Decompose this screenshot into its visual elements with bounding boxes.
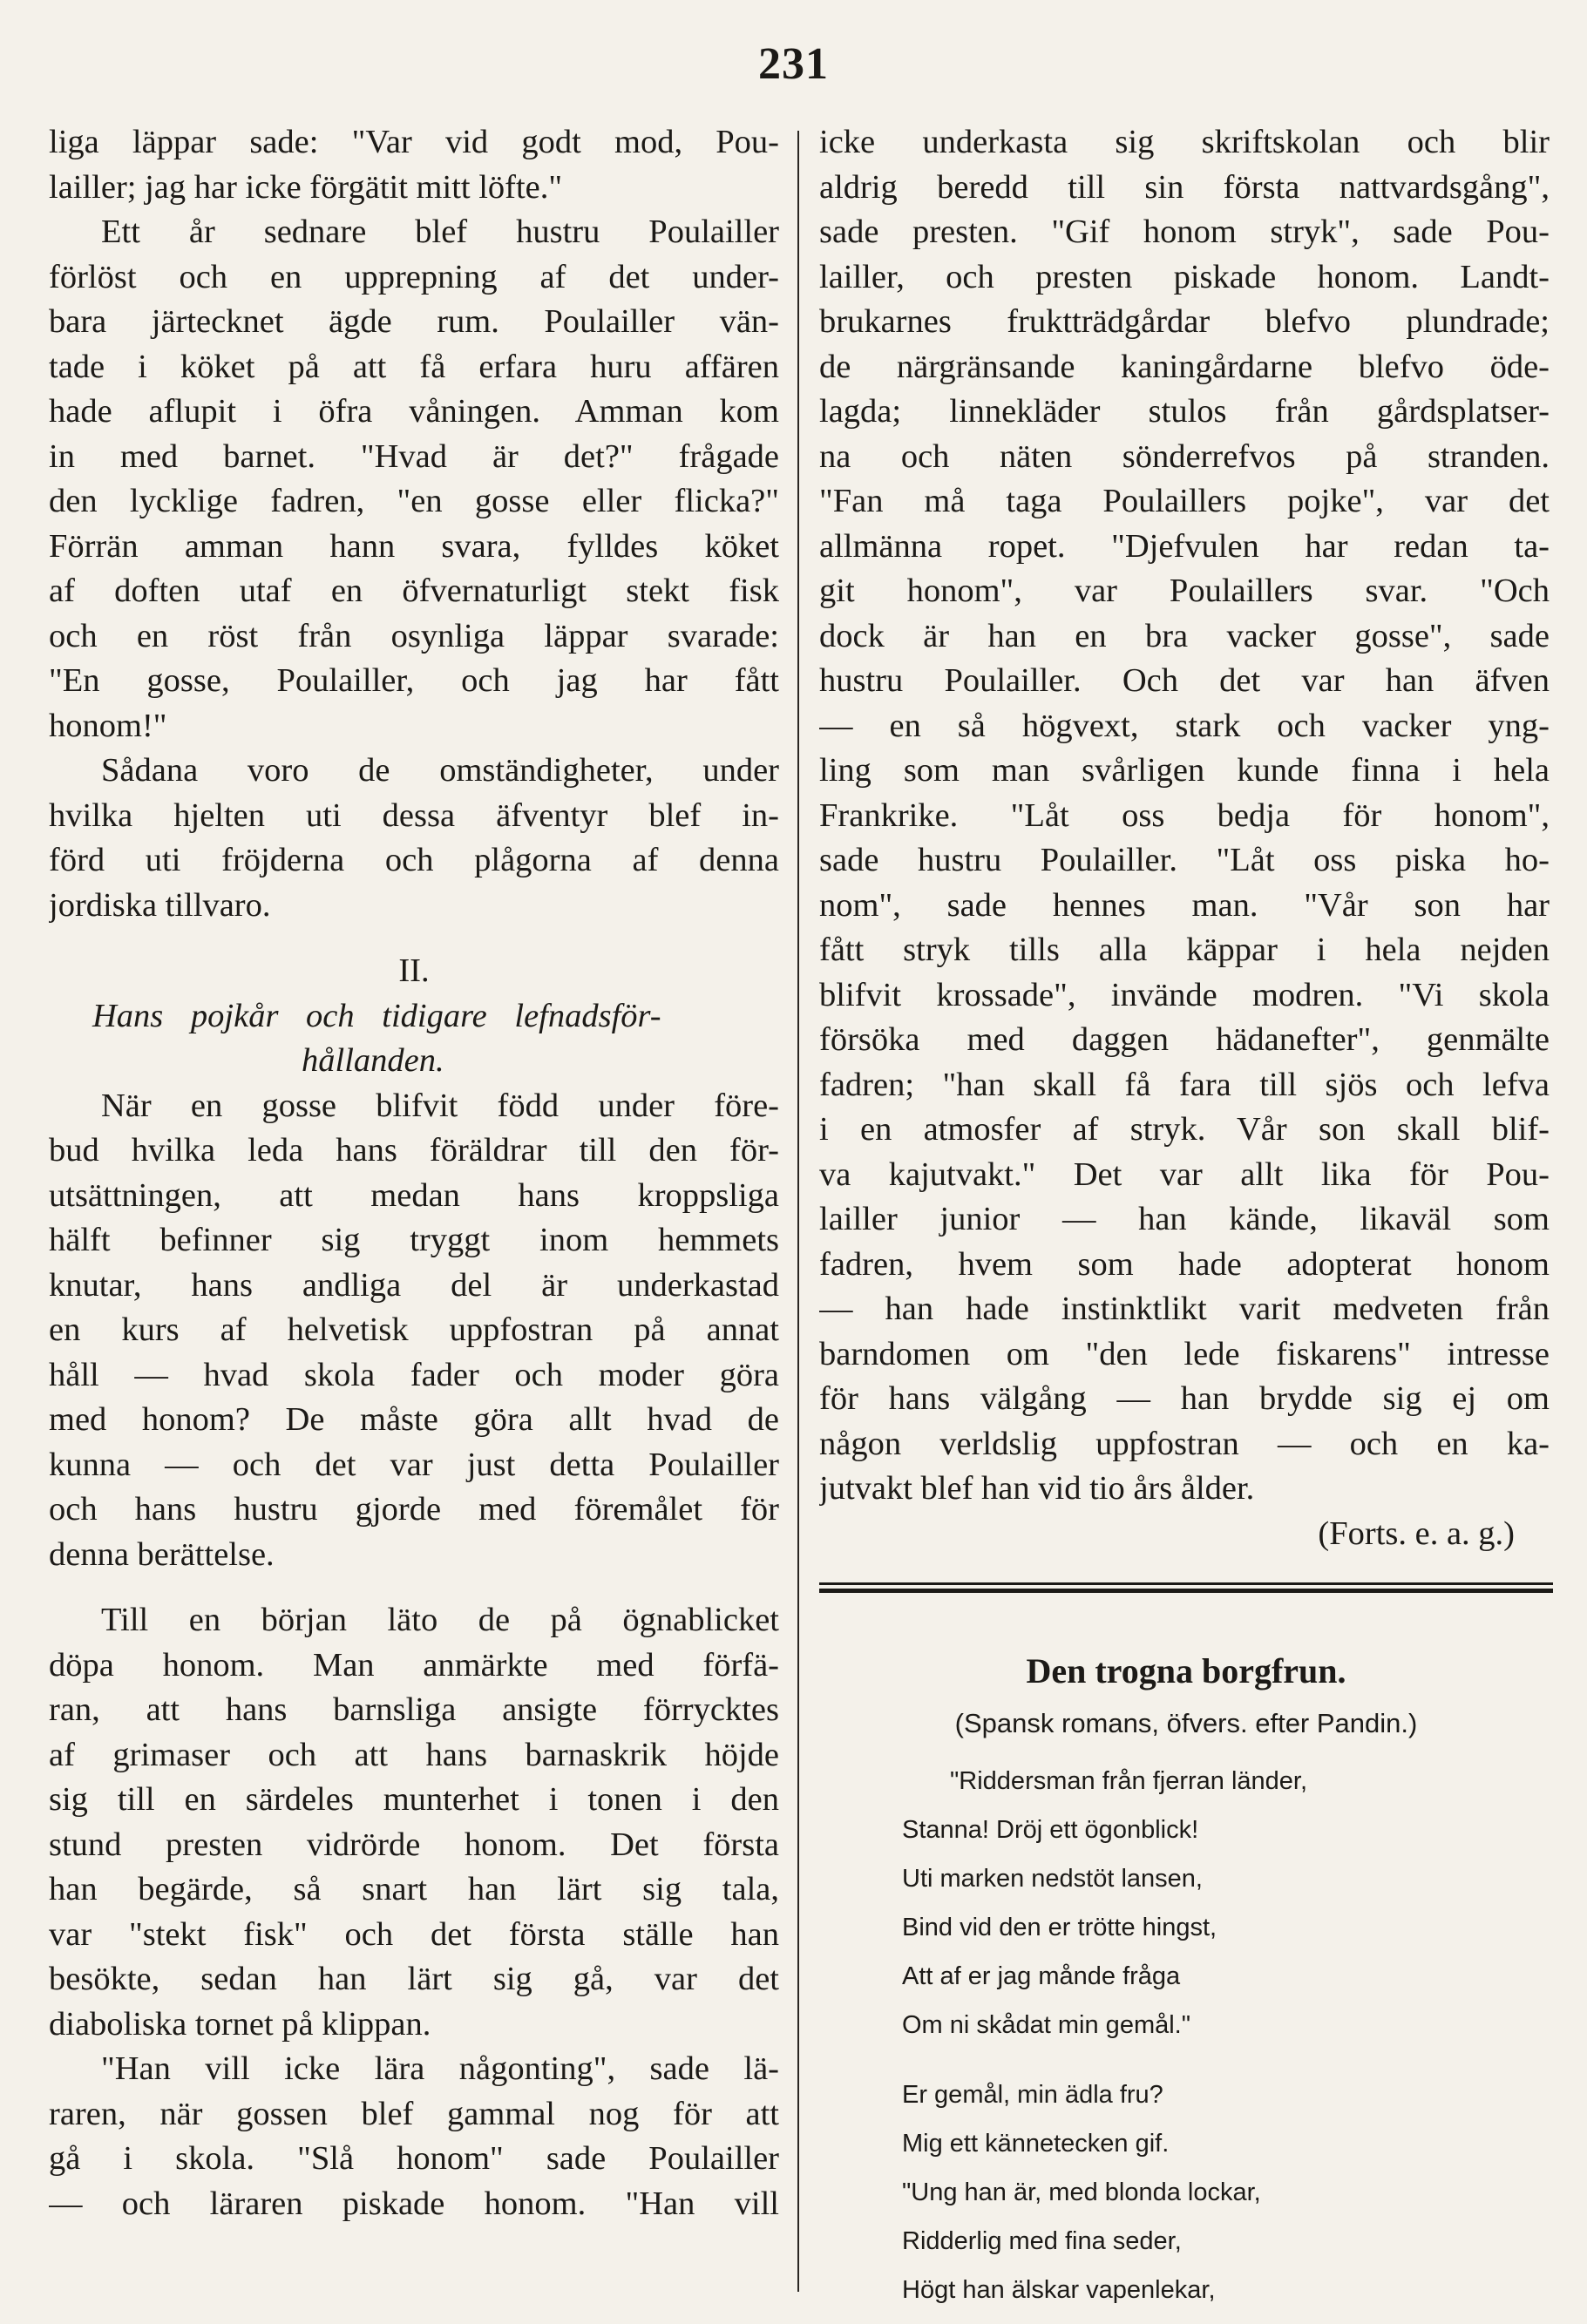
text-line: förlöst och en upprepning af det under- — [49, 258, 779, 295]
poem-line: "Riddersman från fjerran länder, — [950, 1767, 1308, 1795]
text-line: liga läppar sade: "Var vid godt mod, Pou- — [49, 124, 779, 160]
poem-line: Att af er jag månde fråga — [902, 1962, 1181, 1990]
text-line: var "stekt fisk" och det första ställe han — [49, 1915, 779, 1953]
text-line: Ett år sednare blef hustru Poulailler — [101, 213, 779, 250]
text-line: denna berättelse. — [49, 1535, 275, 1573]
section-separator — [819, 1582, 1553, 1593]
column-divider — [797, 131, 799, 2292]
poem-line: Ridderlig med fina seder, — [902, 2227, 1182, 2255]
poem-line: Högt han älskar vapenlekar, — [902, 2276, 1216, 2304]
text-line: för hans välgång — han brydde sig ej om — [819, 1380, 1550, 1417]
text-line: bara järtecknet ägde rum. Poulailler vän- — [49, 303, 779, 340]
text-line: lailler; jag har icke förgätit mitt löfte." — [49, 168, 563, 206]
text-line: na och näten sönderrefvos på stranden. — [819, 437, 1550, 475]
text-line: diaboliska tornet på klippan. — [49, 2005, 431, 2043]
text-line: git honom", var Poulaillers svar. "Och — [819, 573, 1550, 609]
text-line: bud hvilka leda hans föräldrar till den för- — [49, 1132, 779, 1169]
text-line: sade presten. "Gif honom stryk", sade Pou- — [819, 213, 1550, 250]
left-column — [49, 120, 779, 2226]
text-line: Sådana voro de omständigheter, under — [101, 752, 779, 789]
text-line: han begärde, så snart han lärt sig tala, — [49, 1871, 779, 1907]
text-line: honom!" — [49, 707, 167, 744]
text-line: med honom? De måste göra allt hvad de — [49, 1401, 779, 1438]
text-line: brukarnes fruktträdgårdar blefvo plundrade; — [819, 303, 1550, 340]
text-line: aldrig beredd till sin första nattvardsgång", — [819, 168, 1550, 206]
text-line: in med barnet. "Hvad är det?" frågade — [49, 437, 779, 475]
section-title-continued: hållanden. — [302, 1042, 444, 1079]
text-line: ling som man svårligen kunde finna i hela — [819, 752, 1550, 789]
section-number: II. — [398, 952, 430, 989]
text-line: dock är han en bra vacker gosse", sade — [819, 617, 1550, 654]
text-line: jutvakt blef han vid tio års ålder. — [819, 1470, 1255, 1507]
text-line: utsättningen, att medan hans kroppsliga — [49, 1176, 779, 1214]
poem-title: Den trogna borgfrun. — [1026, 1651, 1346, 1690]
text-line: "En gosse, Poulailler, och jag har fått — [49, 662, 779, 699]
text-line: och hans hustru gjorde med föremålet för — [49, 1491, 779, 1528]
text-line: hvilka hjelten uti dessa äfventyr blef in- — [49, 796, 779, 834]
text-line: en kurs af helvetisk uppfostran på annat — [49, 1311, 779, 1348]
text-line: barndomen om "den lede fiskarens" intresse — [819, 1335, 1550, 1372]
text-line: lailler junior — han kände, likaväl som — [819, 1201, 1550, 1237]
text-line: jordiska tillvaro. — [49, 886, 271, 924]
text-line: allmänna ropet. "Djefvulen har redan ta- — [819, 527, 1550, 565]
text-line: nom", sade hennes man. "Vår son har — [819, 886, 1550, 924]
poem-line: Bind vid den er trötte hingst, — [902, 1914, 1217, 1941]
text-line: och en röst från osynliga läppar svarade: — [49, 617, 779, 654]
poem-line: Stanna! Dröj ett ögonblick! — [902, 1816, 1199, 1844]
text-line: sig till en särdeles munterhet i tonen i den — [49, 1781, 779, 1818]
page-number: 231 — [758, 39, 829, 89]
text-line: — och läraren piskade honom. "Han vill — [49, 2185, 779, 2222]
text-line: va kajutvakt." Det var allt lika för Pou- — [819, 1155, 1550, 1193]
text-line: Frankrike. "Låt oss bedja för honom", — [819, 796, 1550, 834]
text-line: fadren, hvem som hade adopterat honom — [819, 1245, 1550, 1283]
text-line: "Fan må taga Poulaillers pojke", var det — [819, 483, 1550, 519]
text-line: fått stryk tills alla käppar i hela nejden — [819, 932, 1550, 968]
poem-body — [902, 1757, 1547, 2314]
text-line: de närgränsande kaningårdarne blefvo öde- — [819, 348, 1550, 385]
text-line: hade aflupit i öfra våningen. Amman kom — [49, 393, 779, 430]
text-line: i en atmosfer af stryk. Vår son skall blif- — [819, 1111, 1550, 1148]
text-line: den lycklige fadren, "en gosse eller flicka?" — [49, 483, 779, 519]
text-line: — han hade instinktlikt varit medveten från — [819, 1291, 1550, 1327]
text-line: kunna — och det var just detta Poulailler — [49, 1446, 779, 1483]
text-line: håll — hvad skola fader och moder göra — [49, 1356, 779, 1393]
text-line: Till en början läto de på ögnablicket — [101, 1602, 779, 1638]
text-line: När en gosse blifvit född under före- — [101, 1087, 779, 1124]
text-line: döpa honom. Man anmärkte med förfä- — [49, 1646, 779, 1684]
text-line: gå i skola. "Slå honom" sade Poulailler — [49, 2140, 779, 2177]
text-line: "Han vill icke lära någonting", sade lä- — [101, 2050, 779, 2087]
text-line: stund presten vidrörde honom. Det första — [49, 1826, 779, 1863]
poem-line: Mig ett kännetecken gif. — [902, 2130, 1170, 2158]
text-line: lailler, och presten piskade honom. Landt- — [819, 258, 1550, 295]
text-line: fadren; "han skall få fara till sjös och lefva — [819, 1066, 1550, 1103]
poem-line: Er gemål, min ädla fru? — [902, 2081, 1163, 2109]
continuation-note: (Forts. e. a. g.) — [1318, 1514, 1515, 1552]
text-line: hälft befinner sig tryggt inom hemmets — [49, 1222, 779, 1258]
text-line: ran, att hans barnsliga ansigte förrycktes — [49, 1691, 779, 1728]
text-line: förd uti fröjderna och plågorna af denna — [49, 842, 779, 878]
text-line: någon verldslig uppfostran — och en ka- — [819, 1425, 1550, 1462]
text-line: försöka med daggen hädanefter", genmälte — [819, 1021, 1550, 1058]
poem-line: Om ni skådat min gemål." — [902, 2011, 1191, 2039]
section-title: Hans pojkår och tidigare lefnadsför- — [92, 997, 661, 1034]
text-line: Förrän amman hann svara, fylldes köket — [49, 527, 779, 565]
text-line: sade hustru Poulailler. "Låt oss piska ho- — [819, 842, 1550, 878]
text-line: af doften utaf en öfvernaturligt stekt fisk — [49, 573, 779, 609]
text-line: hustru Poulailler. Och det var han äfven — [819, 662, 1550, 699]
poem-subtitle: (Spansk romans, öfvers. efter Pandin.) — [954, 1708, 1418, 1738]
text-line: besökte, sedan han lärt sig gå, var det — [49, 1961, 779, 1997]
poem-line: Uti marken nedstöt lansen, — [902, 1865, 1203, 1893]
right-column — [819, 120, 1550, 1556]
text-line: lagda; linnekläder stulos från gårdsplatser- — [819, 393, 1550, 430]
text-line: blifvit krossade", invände modren. "Vi skola — [819, 976, 1550, 1013]
text-line: knutar, hans andliga del är underkastad — [49, 1266, 779, 1304]
text-line: — en så högvext, stark och vacker yng- — [819, 707, 1550, 744]
text-line: icke underkasta sig skriftskolan och blir — [819, 124, 1550, 160]
text-line: raren, när gossen blef gammal nog för att — [49, 2095, 779, 2132]
text-line: af grimaser och att hans barnaskrik höjde — [49, 1736, 779, 1773]
poem-line: "Ung han är, med blonda lockar, — [902, 2178, 1261, 2206]
text-line: tade i köket på att få erfara huru affären — [49, 348, 779, 385]
